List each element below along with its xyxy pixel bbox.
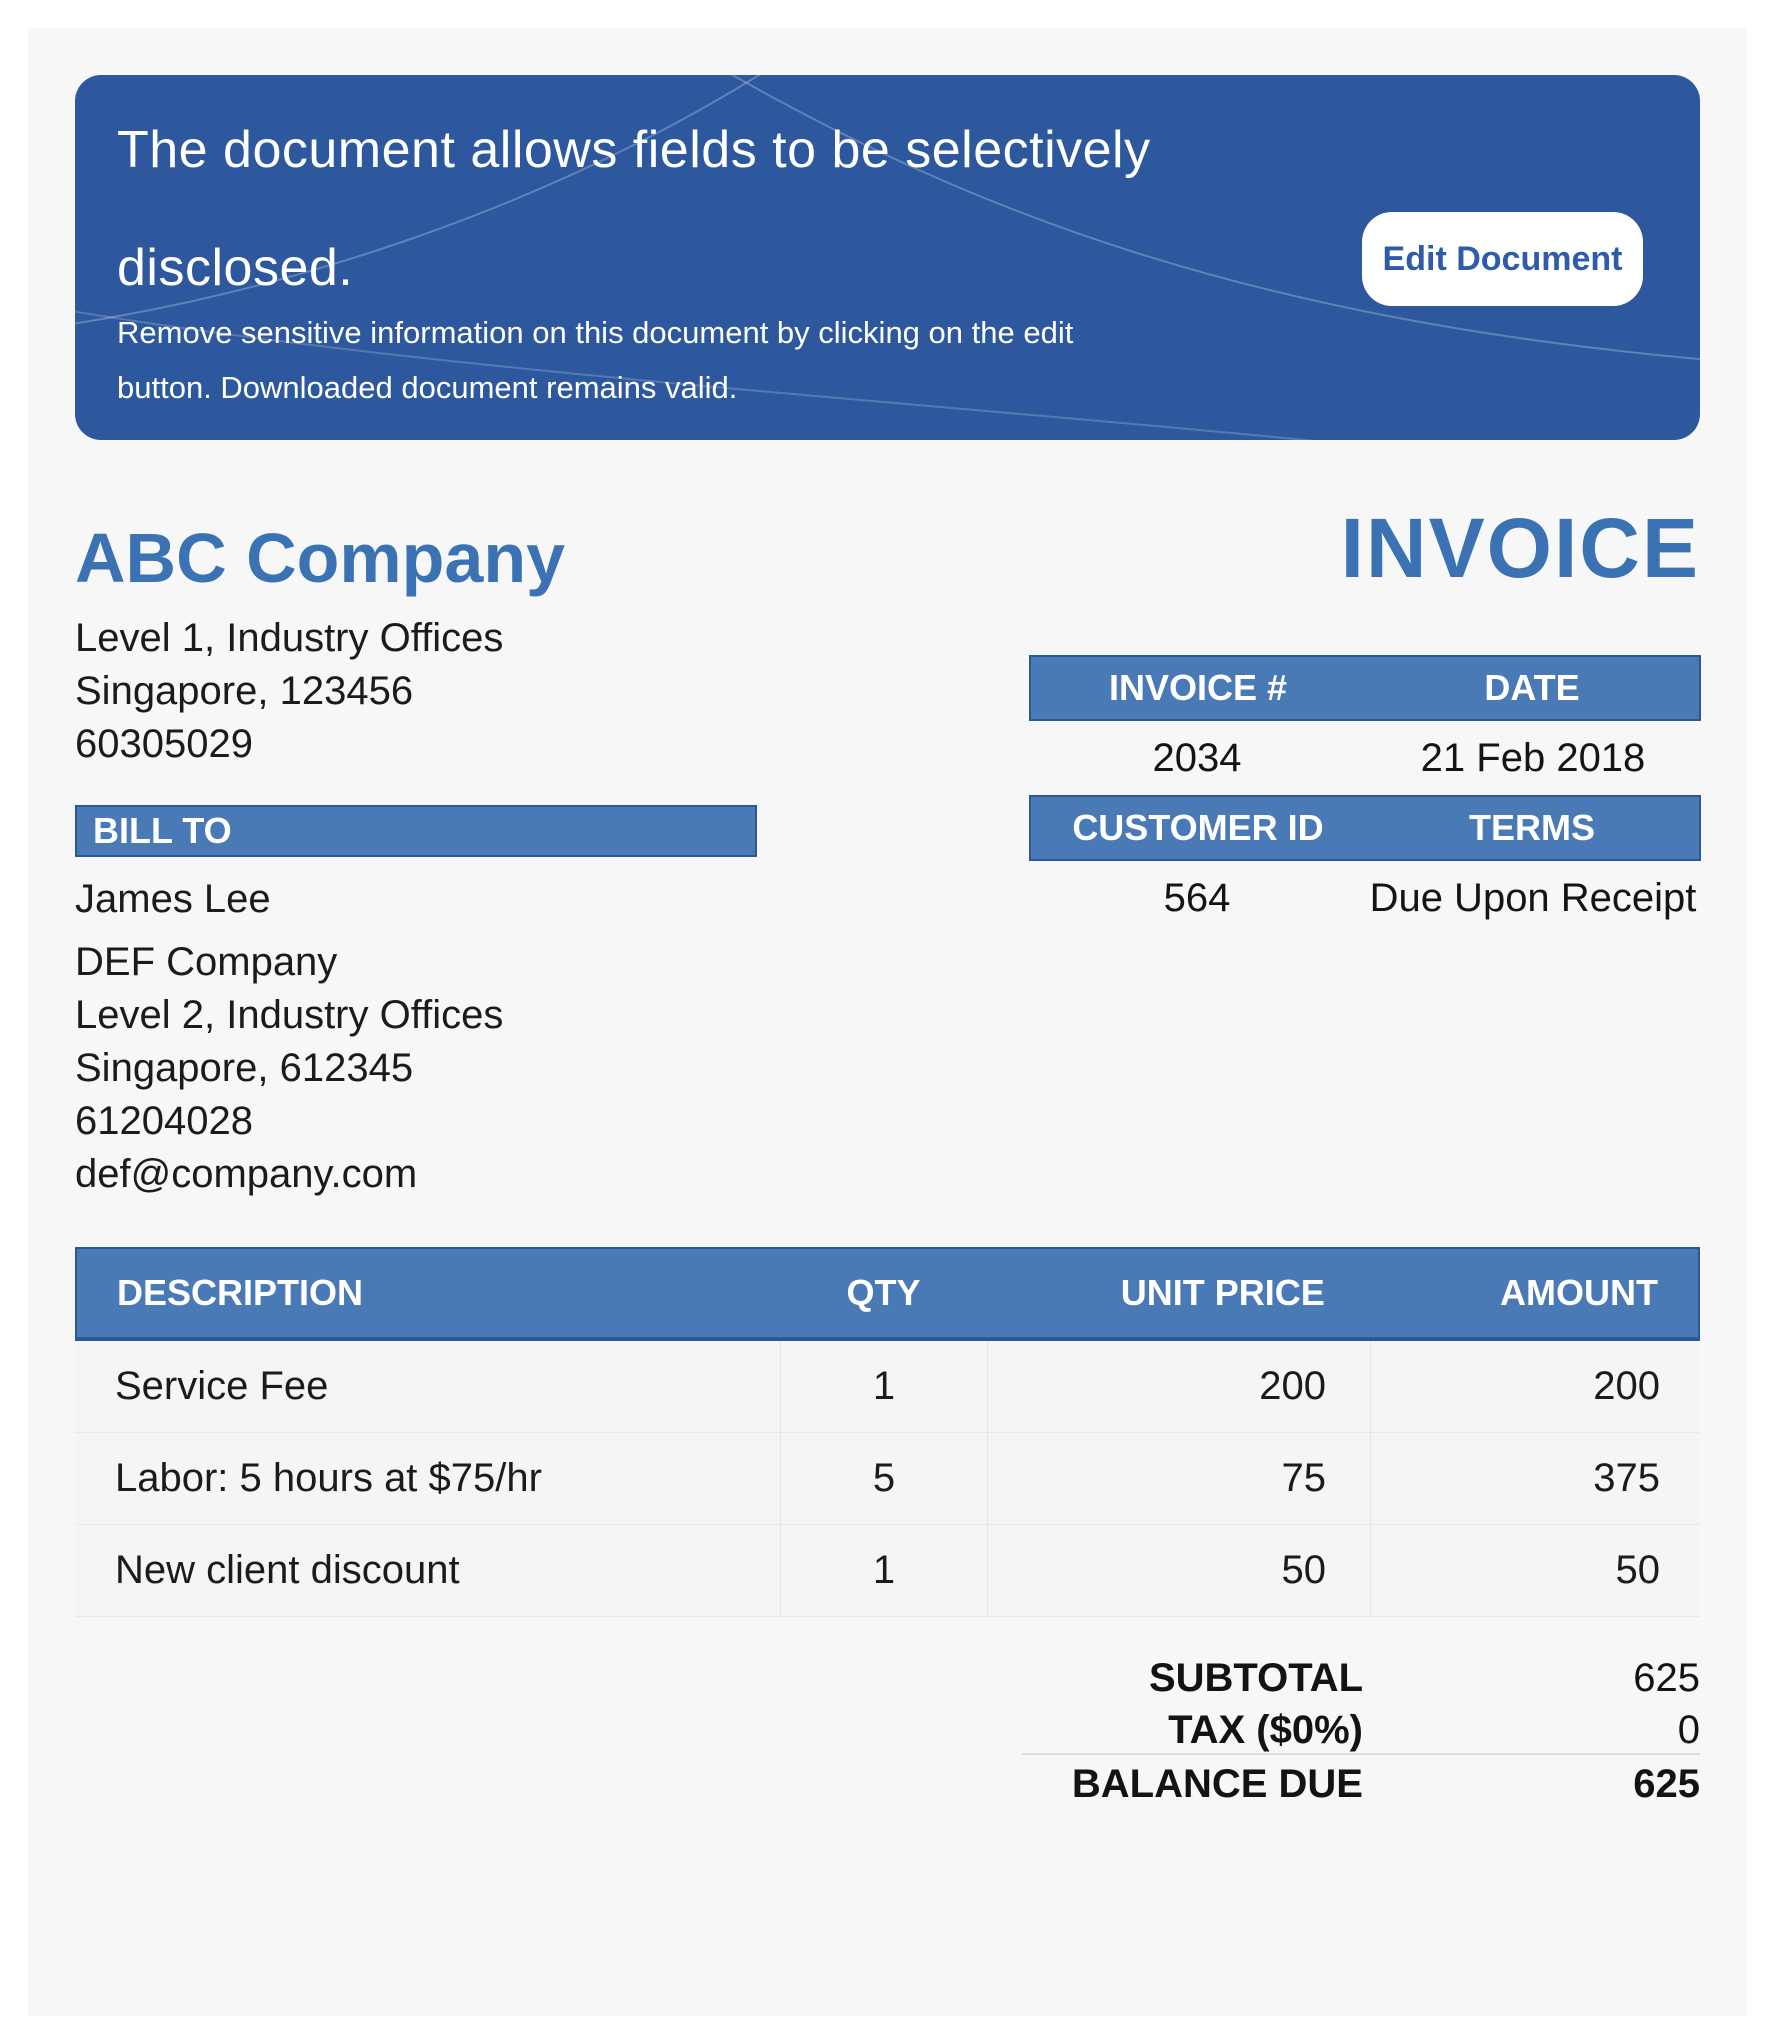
terms-header: TERMS <box>1469 807 1595 848</box>
meta-value-row-2 <box>1029 861 1701 935</box>
customer-id-value: 564 <box>1163 875 1231 920</box>
banner-heading-line1: The document allows fields to be selectively <box>117 121 1151 179</box>
bill-to-phone: 61204028 <box>75 1099 253 1143</box>
table-row <box>75 1525 1700 1617</box>
subtotal-label: SUBTOTAL <box>1148 1656 1363 1700</box>
bill-to-company: DEF Company <box>75 940 338 984</box>
date-value: 21 Feb 2018 <box>1420 735 1646 780</box>
table-row <box>75 1433 1700 1525</box>
item-amount: 50 <box>1370 1525 1700 1616</box>
qty-column-header: QTY <box>846 1272 921 1313</box>
terms-value: Due Upon Receipt <box>1369 875 1697 920</box>
customer-id-header: CUSTOMER ID <box>1072 807 1324 848</box>
unit-price-column-header: UNIT PRICE <box>1120 1272 1325 1313</box>
item-amount: 200 <box>1370 1341 1700 1432</box>
banner-heading-line2: disclosed. <box>117 239 354 297</box>
line-items-table <box>75 1247 1700 1617</box>
seller-address-line: Level 1, Industry Offices <box>75 616 504 660</box>
item-qty: 1 <box>780 1341 987 1432</box>
bill-to-email: def@company.com <box>75 1152 418 1196</box>
totals-divider <box>1022 1753 1700 1755</box>
bill-to-details <box>75 873 503 1201</box>
item-qty: 5 <box>780 1433 987 1524</box>
banner-body-line2: button. Downloaded document remains valid. <box>117 370 738 405</box>
table-row <box>75 1341 1700 1433</box>
seller-company-name: ABC Company <box>75 519 566 597</box>
edit-document-button[interactable]: Edit Document <box>1362 212 1643 306</box>
date-header: DATE <box>1484 667 1580 708</box>
invoice-number-header: INVOICE # <box>1108 667 1288 708</box>
item-description: Service Fee <box>115 1364 329 1408</box>
invoice-title: INVOICE <box>1340 501 1700 595</box>
description-column-header: DESCRIPTION <box>117 1272 364 1313</box>
tax-label: TAX ($0%) <box>1168 1708 1363 1752</box>
item-unit-price: 75 <box>987 1433 1370 1524</box>
bill-to-header: BILL TO <box>75 805 757 857</box>
bill-to-name: James Lee <box>75 877 271 921</box>
bill-to-address-line: Singapore, 612345 <box>75 1046 414 1090</box>
seller-address-line: Singapore, 123456 <box>75 669 414 713</box>
meta-value-row-1 <box>1029 721 1701 795</box>
balance-due-label: BALANCE DUE <box>1071 1762 1363 1806</box>
item-unit-price: 50 <box>987 1525 1370 1616</box>
meta-header-row-1 <box>1029 655 1701 721</box>
banner-body-line1: Remove sensitive information on this document by clicking on the edit <box>117 315 1074 350</box>
seller-address-line: 60305029 <box>75 722 253 766</box>
item-description: Labor: 5 hours at $75/hr <box>115 1456 542 1500</box>
bill-to-address-line: Level 2, Industry Offices <box>75 993 504 1037</box>
invoice-meta-table <box>1029 655 1701 935</box>
item-description: New client discount <box>115 1548 460 1592</box>
item-qty: 1 <box>780 1525 987 1616</box>
amount-column-header: AMOUNT <box>1500 1272 1659 1313</box>
subtotal-value: 625 <box>1633 1656 1700 1700</box>
meta-header-row-2 <box>1029 795 1701 861</box>
item-unit-price: 200 <box>987 1341 1370 1432</box>
tax-value: 0 <box>1677 1708 1700 1752</box>
item-amount: 375 <box>1370 1433 1700 1524</box>
seller-address <box>75 612 503 771</box>
items-header-row <box>75 1247 1700 1341</box>
disclosure-banner <box>75 75 1700 440</box>
invoice-number-value: 2034 <box>1152 735 1242 780</box>
balance-due-value: 625 <box>1633 1762 1700 1806</box>
